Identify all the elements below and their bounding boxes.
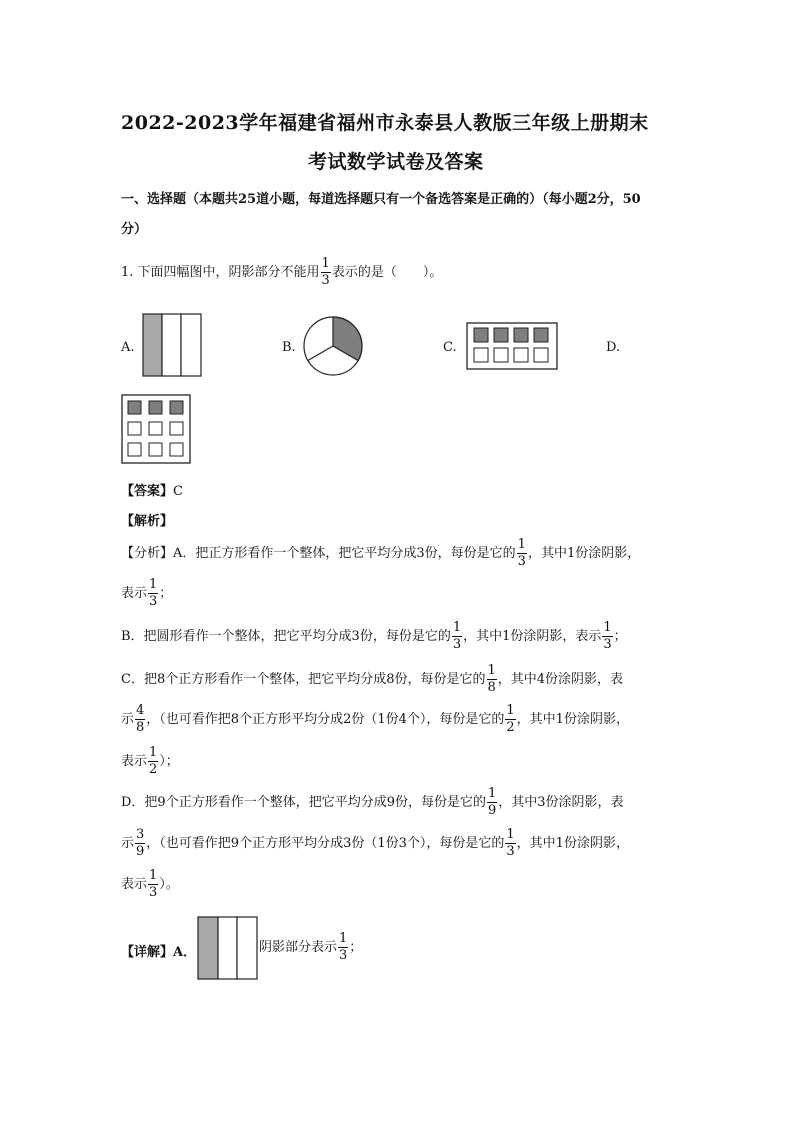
fraction: $\frac{1}{3}$ bbox=[452, 620, 462, 652]
fraction: $\frac{1}{3}$ bbox=[603, 620, 612, 652]
analysis-d1-pre: D．把9个正方形看作一个整体，把它平均分成9份，每份是它的 bbox=[121, 795, 486, 810]
analysis-d2-mid: ，（也可看作把9个正方形平均分成3份（1份3个），每份是它的 bbox=[146, 836, 505, 851]
option-a-label: A. bbox=[121, 340, 135, 355]
option-c-label: C. bbox=[443, 340, 457, 355]
analysis-d3-post: ）。 bbox=[159, 877, 179, 892]
analysis-b-mid: ，其中1份涂阴影，表示 bbox=[463, 629, 602, 644]
analysis-label: 【解析】 bbox=[121, 514, 174, 529]
answer-value: C bbox=[173, 484, 183, 499]
question-text-pre: 1. 下面四幅图中，阴影部分不能用 bbox=[121, 265, 320, 280]
fraction: $\frac{1}{2}$ bbox=[506, 703, 515, 735]
question-1 bbox=[121, 256, 442, 289]
detail-label: 【详解】A． bbox=[121, 945, 197, 960]
section-heading-line-1: 一、选择题（本题共25道小题，每道选择题只有一个备选答案是正确的）（每小题2分，50 bbox=[121, 192, 641, 207]
detail-text: 阴影部分表示 bbox=[259, 940, 338, 955]
option-d-figure bbox=[121, 394, 191, 464]
title-line-1: 2022-2023学年福建省福州市永泰县人教版三年级上册期末 bbox=[121, 112, 649, 134]
section-heading-line-2: 分） bbox=[121, 222, 148, 237]
analysis-d-line-2 bbox=[121, 827, 629, 860]
analysis-d-line-1 bbox=[121, 786, 624, 819]
fraction: $\frac{1}{3}$ bbox=[149, 577, 158, 609]
answer-label: 【答案】 bbox=[121, 484, 174, 499]
analysis-c1-post: ，其中4份涂阴影，表 bbox=[497, 672, 624, 687]
analysis-d2-post: ，其中1份涂阴影， bbox=[516, 836, 629, 851]
option-d-label: D. bbox=[606, 340, 621, 355]
analysis-c2-post: ，其中1份涂阴影， bbox=[516, 712, 629, 727]
title-line-2: 考试数学试卷及答案 bbox=[308, 151, 484, 173]
option-b-label: B. bbox=[282, 340, 296, 355]
analysis-d-line-3 bbox=[121, 868, 179, 901]
analysis-c2-pre: 示 bbox=[121, 712, 135, 727]
fraction: $\frac{1}{3}$ bbox=[149, 868, 158, 900]
analysis-b-pre: B．把圆形看作一个整体，把它平均分成3份，每份是它的 bbox=[121, 629, 451, 644]
analysis-c-line-2 bbox=[121, 703, 629, 736]
answer-line bbox=[121, 480, 183, 499]
fraction: $\frac{3}{9}$ bbox=[136, 827, 145, 859]
fraction: $\frac{1}{2}$ bbox=[149, 745, 158, 777]
analysis-b-post: ； bbox=[613, 629, 627, 644]
fraction: $\frac{4}{8}$ bbox=[136, 703, 145, 735]
fraction: $\frac{1}{3}$ bbox=[517, 537, 526, 569]
analysis-c2-mid: ，（也可看作把8个正方形平均分成2份（1份4个），每份是它的 bbox=[146, 712, 505, 727]
option-a-figure bbox=[142, 313, 202, 377]
analysis-c1-pre: C．把8个正方形看作一个整体，把它平均分成8份，每份是它的 bbox=[121, 672, 486, 687]
analysis-c3-post: ）； bbox=[159, 754, 179, 769]
detail-post: ； bbox=[349, 940, 363, 955]
analysis-c-line-3 bbox=[121, 745, 179, 778]
analysis-d3-pre: 表示 bbox=[121, 877, 148, 892]
fraction: $\frac{1}{8}$ bbox=[487, 663, 496, 695]
analysis-b-line bbox=[121, 620, 627, 653]
fraction: $\frac{1}{3}$ bbox=[339, 931, 348, 963]
option-b-figure bbox=[302, 315, 364, 377]
analysis-c3-pre: 表示 bbox=[121, 754, 148, 769]
question-text-post: 表示的是（ ）。 bbox=[331, 265, 443, 280]
option-c-figure bbox=[466, 322, 558, 370]
fraction: $\frac{1}{9}$ bbox=[487, 786, 497, 818]
analysis-a-line-1 bbox=[121, 537, 640, 570]
fraction-one-third: $\frac{1}{3}$ bbox=[321, 256, 330, 288]
analysis-d2-pre: 示 bbox=[121, 836, 135, 851]
analysis-a2-post: ； bbox=[159, 586, 173, 601]
detail-figure bbox=[197, 916, 259, 980]
detail-text-line bbox=[259, 931, 362, 964]
analysis-a1-pre: 【分析】A．把正方形看作一个整体，把它平均分成3份，每份是它的 bbox=[121, 546, 516, 561]
analysis-d1-post: ，其中3份涂阴影，表 bbox=[498, 795, 624, 810]
analysis-a2-pre: 表示 bbox=[121, 586, 148, 601]
analysis-a-line-2 bbox=[121, 577, 172, 610]
analysis-c-line-1 bbox=[121, 663, 623, 696]
analysis-a1-post: ，其中1份涂阴影， bbox=[527, 546, 641, 561]
fraction: $\frac{1}{3}$ bbox=[506, 827, 515, 859]
